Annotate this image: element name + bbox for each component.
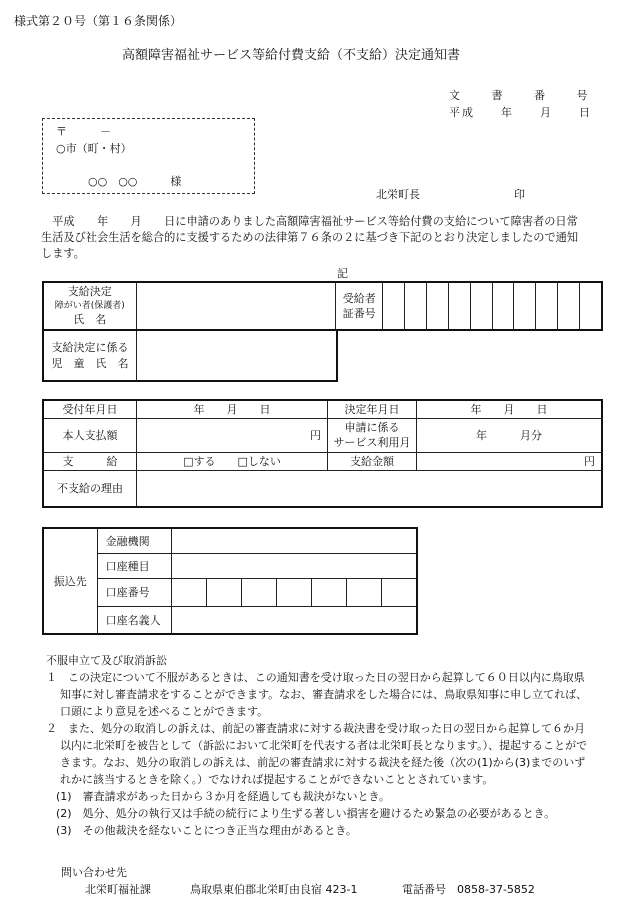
self-pay-label: 本人支払額 — [43, 418, 137, 452]
child-name-label — [43, 330, 137, 381]
child-label-line2: 児 童 氏 名 — [51, 356, 129, 370]
account-digit-cell[interactable] — [311, 578, 346, 606]
amount-value[interactable]: 円 — [417, 452, 603, 470]
seal-mark: 印 — [514, 188, 525, 201]
account-digit-cell[interactable] — [381, 578, 417, 606]
service-month-label — [328, 418, 417, 452]
payment-label: 支 給 — [43, 452, 137, 470]
recipient-table — [42, 281, 603, 331]
payment-options[interactable]: □する □しない — [137, 452, 328, 470]
decision-date-value[interactable]: 年 月 日 — [417, 400, 603, 418]
transfer-label: 振込先 — [43, 528, 97, 634]
decision-date-label: 決定年月日 — [328, 400, 417, 418]
appeal-sub-1: (1) 審査請求があった日から３か月を経過しても裁決がないとき。 — [56, 790, 391, 803]
account-holder-value[interactable] — [171, 606, 417, 634]
refusal-reason-label: 不支給の理由 — [43, 470, 137, 507]
account-holder-label: 口座名義人 — [97, 606, 171, 634]
body-text: 平成 年 月 日に申請のありました高額障害福祉サービス等給付費の支給について障害者の日常生活及び社会生活を総合的に支援するための法律第７６条の２に基づき下記のとおり決定しましたので通知します。 — [41, 215, 579, 260]
self-pay-value[interactable]: 円 — [137, 418, 328, 452]
received-date-value[interactable]: 年 月 日 — [137, 400, 328, 418]
recipient-digit-cell[interactable] — [426, 282, 448, 330]
form-number: 様式第２０号（第１６条関係） — [14, 14, 183, 28]
contact-heading: 問い合わせ先 — [61, 866, 127, 879]
doc-number-label: 文 書 番 号 — [449, 89, 602, 102]
doc-date-label: 平成 年 月 日 — [449, 106, 592, 119]
bank-label: 金融機関 — [97, 528, 171, 553]
postal-code: 〒 － — [56, 125, 111, 138]
appeal-sub-3: (3) その他裁決を経ないことにつき正当な理由があるとき。 — [56, 824, 357, 837]
account-digit-cell[interactable] — [206, 578, 241, 606]
appeal-heading: 不服申立て及び取消訴訟 — [46, 654, 167, 667]
issuer-title: 北栄町長 — [376, 188, 420, 201]
decision-name-value[interactable] — [136, 282, 336, 330]
decision-table — [42, 399, 603, 508]
received-date-label: 受付年月日 — [43, 400, 137, 418]
ki-label: 記 — [337, 267, 348, 280]
recipient-name: ○○ ○○ 様 — [88, 175, 182, 188]
account-number-label: 口座番号 — [97, 578, 171, 606]
recipient-digit-cell[interactable] — [558, 282, 580, 330]
appeal-item-1: １ この決定について不服があるときは、この通知書を受け取った日の翌日から起算して６０日以内に鳥取県知事に対し審査請求をすることができます。なお、審査請求をした場合には、鳥取県知事に申し立てれば、口頭により意見を述べることができます。 — [46, 671, 588, 718]
recipient-digit-cell[interactable] — [492, 282, 514, 330]
bank-value[interactable] — [171, 528, 417, 553]
recipient-digit-cell[interactable] — [514, 282, 536, 330]
child-label-line1: 支給決定に係る — [51, 340, 129, 354]
decision-name-label — [43, 282, 136, 330]
bank-table — [42, 527, 418, 635]
recipient-digit-cell[interactable] — [470, 282, 492, 330]
amount-label: 支給金額 — [328, 452, 417, 470]
account-digit-cell[interactable] — [241, 578, 276, 606]
account-digit-cell[interactable] — [171, 578, 206, 606]
account-type-value[interactable] — [171, 553, 417, 578]
recipient-digit-cell[interactable] — [580, 282, 602, 330]
recipient-number-label — [336, 282, 383, 330]
contact-department: 北栄町福祉課 — [85, 883, 151, 896]
child-table — [42, 329, 338, 382]
decision-label-line1: 支給決定 — [67, 285, 112, 298]
recipient-digit-cell[interactable] — [383, 282, 405, 330]
recipient-digit-cell[interactable] — [405, 282, 427, 330]
service-month-value[interactable]: 年 月分 — [417, 418, 603, 452]
account-digit-cell[interactable] — [346, 578, 381, 606]
recipient-digit-cell[interactable] — [448, 282, 470, 330]
refusal-reason-value[interactable] — [137, 470, 603, 507]
decision-label-line3: 氏 名 — [73, 313, 107, 326]
contact-address: 鳥取県東伯郡北栄町由良宿 423-1 — [190, 883, 358, 896]
decision-label-line2: 障がい者(保護者) — [54, 301, 125, 311]
recipient-digit-cell[interactable] — [536, 282, 558, 330]
appeal-sub-2: (2) 処分、処分の執行又は手続の続行により生ずる著しい損害を避けるため緊急の必要があるとき。 — [56, 807, 556, 820]
recipient-city: ○市（町・村） — [56, 142, 132, 155]
service-month-line2: サービス利用月 — [333, 436, 411, 449]
recipient-label-line1: 受給者 — [342, 292, 376, 305]
appeal-item-2: ２ また、処分の取消しの訴えは、前記の審査請求に対する裁決書を受け取った日の翌日から起算して６か月以内に北栄町を被告として（訴訟において北栄町を代表する者は北栄町長となります。）、提起することができます。なお、処分の取消しの訴えは、前記の審査請求に対する裁決を経た後（次の(1)から(3)までのいずれかに該当するときを除く。）でなければ提起することができないこととされています。 — [46, 722, 588, 786]
address-box — [42, 118, 255, 194]
contact-phone: 電話番号 0858-37-5852 — [402, 883, 535, 896]
document-title: 高額障害福祉サービス等給付費支給（不支給）決定通知書 — [122, 48, 461, 63]
appeal-section — [46, 652, 591, 839]
account-type-label: 口座種目 — [97, 553, 171, 578]
recipient-label-line2: 証番号 — [342, 307, 376, 320]
account-digit-cell[interactable] — [276, 578, 311, 606]
child-name-value[interactable] — [137, 330, 338, 381]
service-month-line1: 申請に係る — [344, 421, 400, 434]
